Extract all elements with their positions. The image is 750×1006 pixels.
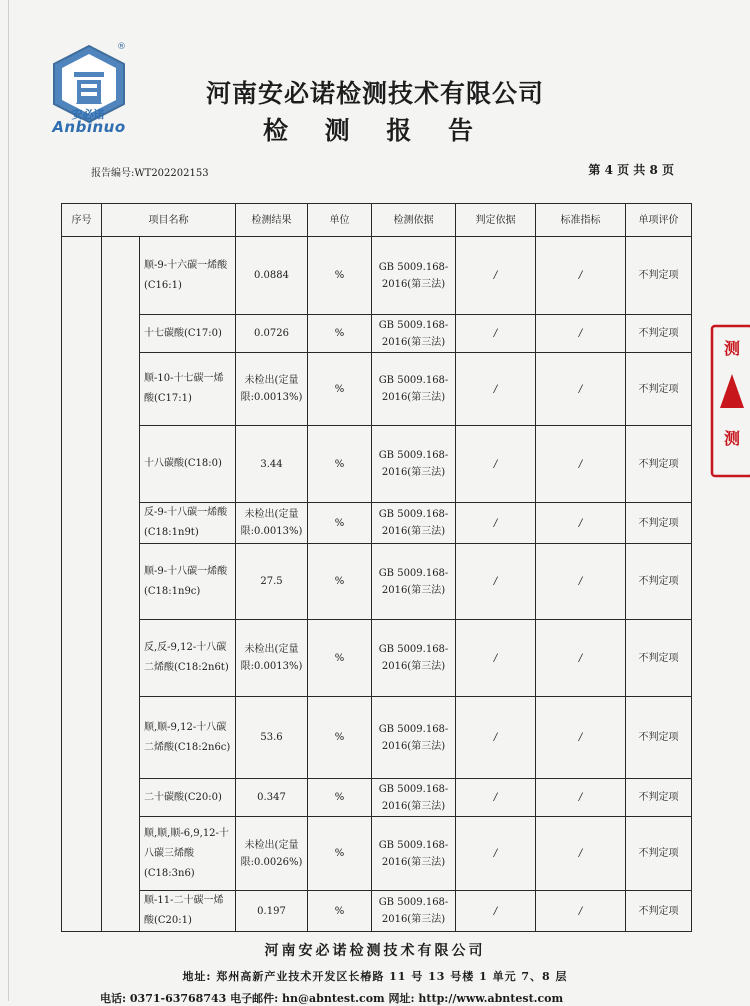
basis-value: / <box>456 237 536 315</box>
standard-value: / <box>536 315 626 353</box>
table-row <box>62 315 692 353</box>
evaluation-value: 不判定项 <box>626 426 692 503</box>
method-value: GB 5009.168-2016(第三法) <box>372 544 456 620</box>
evaluation-value: 不判定项 <box>626 503 692 544</box>
item-name: 顺-11-二十碳一烯酸(C20:1) <box>140 891 236 932</box>
header-method: 检测依据 <box>372 204 456 237</box>
footer-address: 地址: 郑州高新产业技术开发区长椿路 11 号 13 号楼 1 单元 7、8 层 <box>182 970 568 983</box>
result-value: 未检出(定量限:0.0013%) <box>236 353 308 426</box>
method-value: GB 5009.168-2016(第三法) <box>372 620 456 697</box>
evaluation-value: 不判定项 <box>626 697 692 779</box>
logo-chinese-name: 安必诺 <box>71 108 105 121</box>
item-name: 反,反-9,12-十八碳二烯酸(C18:2n6t) <box>140 620 236 697</box>
standard-value: / <box>536 779 626 817</box>
basis-value: / <box>456 891 536 932</box>
standard-value: / <box>536 426 626 503</box>
header-item-name: 项目名称 <box>102 204 236 237</box>
method-value: GB 5009.168-2016(第三法) <box>372 237 456 315</box>
unit-value: % <box>308 315 372 353</box>
evaluation-value: 不判定项 <box>626 891 692 932</box>
table-row <box>62 817 692 891</box>
header-result: 检测结果 <box>236 204 308 237</box>
unit-value: % <box>308 503 372 544</box>
evaluation-value: 不判定项 <box>626 315 692 353</box>
header-evaluation: 单项评价 <box>626 204 692 237</box>
unit-value: % <box>308 237 372 315</box>
result-value: 3.44 <box>236 426 308 503</box>
basis-value: / <box>456 426 536 503</box>
item-name: 顺-10-十七碳一烯酸(C17:1) <box>140 353 236 426</box>
footer-contact: 电话: 0371-63768743 电子邮件: hn@abntest.com 网址: http://www.abntest.com <box>100 992 564 1005</box>
basis-value: / <box>456 353 536 426</box>
company-title: 河南安必诺检测技术有限公司 <box>205 79 544 108</box>
report-number: 报告编号:WT202202153 <box>91 168 209 179</box>
standard-value: / <box>536 237 626 315</box>
method-value: GB 5009.168-2016(第三法) <box>372 891 456 932</box>
standard-value: / <box>536 503 626 544</box>
unit-value: % <box>308 353 372 426</box>
method-value: GB 5009.168-2016(第三法) <box>372 503 456 544</box>
unit-value: % <box>308 620 372 697</box>
standard-value: / <box>536 891 626 932</box>
method-value: GB 5009.168-2016(第三法) <box>372 426 456 503</box>
group-cell <box>102 237 140 932</box>
basis-value: / <box>456 544 536 620</box>
result-value: 0.347 <box>236 779 308 817</box>
evaluation-value: 不判定项 <box>626 544 692 620</box>
item-name: 反-9-十八碳一烯酸(C18:1n9t) <box>140 503 236 544</box>
table-row <box>62 237 692 315</box>
unit-value: % <box>308 426 372 503</box>
basis-value: / <box>456 503 536 544</box>
index-cell <box>62 237 102 932</box>
header-index: 序号 <box>62 204 102 237</box>
basis-value: / <box>456 779 536 817</box>
logo-english-name: Anbinuo <box>52 118 126 136</box>
test-results-table <box>61 203 692 932</box>
footer-company: 河南安必诺检测技术有限公司 <box>264 943 486 959</box>
result-value: 未检出(定量限:0.0013%) <box>236 503 308 544</box>
svg-text:测: 测 <box>723 339 741 358</box>
table-row <box>62 697 692 779</box>
standard-value: / <box>536 353 626 426</box>
item-name: 顺,顺-9,12-十八碳二烯酸(C18:2n6c) <box>140 697 236 779</box>
page-edge <box>8 0 9 1001</box>
unit-value: % <box>308 891 372 932</box>
standard-value: / <box>536 697 626 779</box>
item-name: 二十碳酸(C20:0) <box>140 779 236 817</box>
unit-value: % <box>308 544 372 620</box>
method-value: GB 5009.168-2016(第三法) <box>372 315 456 353</box>
result-value: 0.0884 <box>236 237 308 315</box>
item-name: 顺-9-十八碳一烯酸(C18:1n9c) <box>140 544 236 620</box>
evaluation-value: 不判定项 <box>626 817 692 891</box>
svg-text:测: 测 <box>723 429 741 448</box>
basis-value: / <box>456 315 536 353</box>
evaluation-value: 不判定项 <box>626 620 692 697</box>
table-row <box>62 353 692 426</box>
result-value: 未检出(定量限:0.0013%) <box>236 620 308 697</box>
registered-mark: ® <box>117 42 126 52</box>
table-row <box>62 426 692 503</box>
evaluation-value: 不判定项 <box>626 237 692 315</box>
standard-value: / <box>536 817 626 891</box>
table-header-row <box>62 204 692 237</box>
item-name: 顺-9-十六碳一烯酸(C16:1) <box>140 237 236 315</box>
header-unit: 单位 <box>308 204 372 237</box>
basis-value: / <box>456 817 536 891</box>
table-row <box>62 891 692 932</box>
seal-stamp-fragment <box>710 322 750 482</box>
result-value: 0.197 <box>236 891 308 932</box>
report-title: 检 测 报 告 <box>262 116 488 145</box>
result-value: 0.0726 <box>236 315 308 353</box>
result-value: 未检出(定量限:0.0026%) <box>236 817 308 891</box>
evaluation-value: 不判定项 <box>626 353 692 426</box>
table-row <box>62 779 692 817</box>
header-basis: 判定依据 <box>456 204 536 237</box>
standard-value: / <box>536 544 626 620</box>
result-value: 27.5 <box>236 544 308 620</box>
item-name: 十七碳酸(C17:0) <box>140 315 236 353</box>
table-row <box>62 544 692 620</box>
method-value: GB 5009.168-2016(第三法) <box>372 779 456 817</box>
unit-value: % <box>308 779 372 817</box>
method-value: GB 5009.168-2016(第三法) <box>372 697 456 779</box>
unit-value: % <box>308 817 372 891</box>
table-row <box>62 620 692 697</box>
item-name: 十八碳酸(C18:0) <box>140 426 236 503</box>
table-row <box>62 503 692 544</box>
evaluation-value: 不判定项 <box>626 779 692 817</box>
method-value: GB 5009.168-2016(第三法) <box>372 817 456 891</box>
basis-value: / <box>456 697 536 779</box>
basis-value: / <box>456 620 536 697</box>
page-indicator: 第 4 页 共 8 页 <box>588 163 674 177</box>
result-value: 53.6 <box>236 697 308 779</box>
header-standard: 标准指标 <box>536 204 626 237</box>
standard-value: / <box>536 620 626 697</box>
method-value: GB 5009.168-2016(第三法) <box>372 353 456 426</box>
item-name: 顺,顺,顺-6,9,12-十八碳三烯酸(C18:3n6) <box>140 817 236 891</box>
unit-value: % <box>308 697 372 779</box>
